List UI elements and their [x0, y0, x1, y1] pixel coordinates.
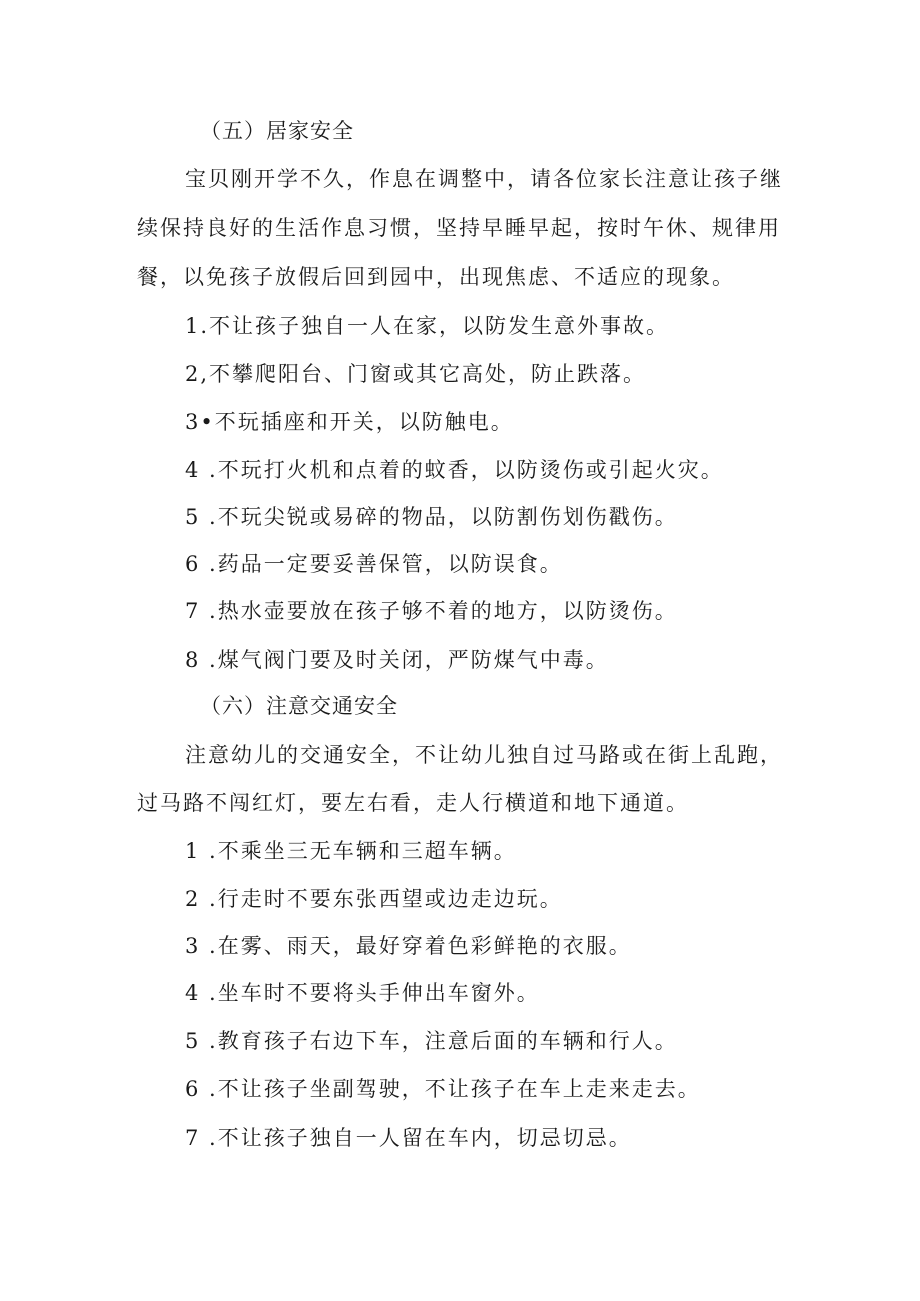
- list-item: 5 .不玩尖锐或易碎的物品，以防割伤划伤戳伤。: [185, 505, 678, 529]
- list-item: 6 .药品一定要妥善保管，以防误食。: [185, 552, 563, 576]
- list-item: 6 .不让孩子坐副驾驶，不让孩子在车上走来走去。: [185, 1077, 701, 1101]
- list-item: 3•不玩插座和开关，以防触电。: [185, 410, 514, 434]
- list-item: 5 .教育孩子右边下车，注意后面的车辆和行人。: [185, 1029, 678, 1053]
- paragraph-line: 续保持良好的生活作息习惯，坚持早睡早起，按时午休、规律用: [137, 216, 781, 240]
- paragraph-line: 宝贝刚开学不久，作息在调整中，请各位家长注意让孩子继: [185, 167, 783, 191]
- list-item: 2,不攀爬阳台、门窗或其它高处，防止跌落。: [185, 362, 647, 386]
- list-item: 8 .煤气阀门要及时关闭，严防煤气中毒。: [185, 648, 609, 672]
- list-item: 4 .坐车时不要将头手伸出车窗外。: [185, 981, 540, 1005]
- paragraph-line: 注意幼儿的交通安全，不让幼儿独自过马路或在街上乱跑，: [185, 743, 783, 767]
- paragraph-line: 过马路不闯红灯，要左右看，走人行横道和地下通道。: [137, 791, 689, 815]
- list-item: 4 .不玩打火机和点着的蚊香，以防烫伤或引起火灾。: [185, 458, 724, 482]
- list-item: 7 .热水壶要放在孩子够不着的地方，以防烫伤。: [185, 599, 678, 623]
- list-item: 1 .不乘坐三无车辆和三超车辆。: [185, 839, 517, 863]
- section-heading-traffic-safety: （六）注意交通安全: [200, 694, 398, 718]
- list-item: 7 .不让孩子独自一人留在车内，切忌切忌。: [185, 1126, 632, 1150]
- list-item: 3 .在雾、雨天，最好穿着色彩鲜艳的衣服。: [185, 934, 632, 958]
- list-item: 1.不让孩子独自一人在家，以防发生意外事故。: [185, 314, 670, 338]
- section-heading-home-safety: （五）居家安全: [200, 119, 354, 143]
- paragraph-line: 餐，以免孩子放假后回到园中，出现焦虑、不适应的现象。: [137, 265, 735, 289]
- list-item: 2 .行走时不要东张西望或边走边玩。: [185, 887, 563, 911]
